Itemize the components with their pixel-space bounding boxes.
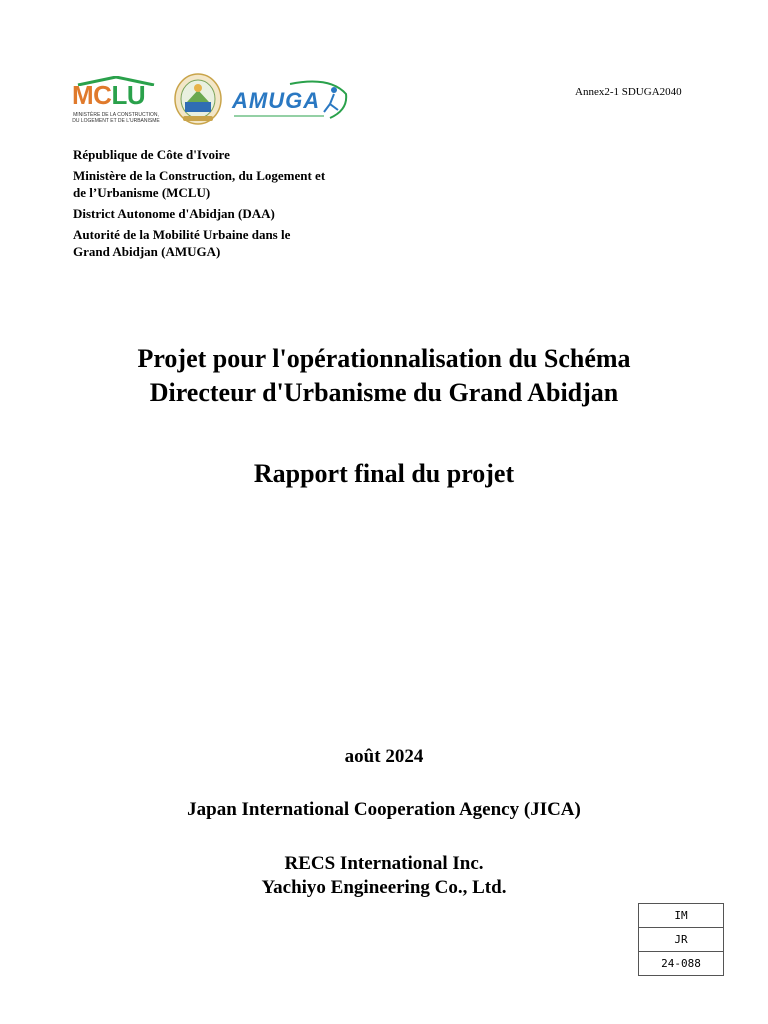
code-row-im: IM	[639, 904, 723, 928]
org-ministry	[73, 167, 368, 201]
amuga-wordmark: AMUGA	[232, 88, 321, 113]
org-authority-line1: Autorité de la Mobilité Urbaine dans le	[73, 227, 291, 242]
code-row-number: 24-088	[661, 957, 701, 970]
org-ministry-line2: de l’Urbanisme (MCLU)	[73, 185, 211, 200]
org-authority-line2: Grand Abidjan (AMUGA)	[73, 244, 221, 259]
mclu-logo	[70, 76, 162, 126]
mclu-wordmark: MCLU	[72, 80, 146, 110]
title-line-2: Directeur d'Urbanisme du Grand Abidjan	[149, 378, 619, 407]
firm-yachiyo: Yachiyo Engineering Co., Ltd.	[261, 877, 507, 898]
consultant-firms	[0, 852, 768, 900]
title-line-1: Projet pour l'opérationnalisation du Schéma	[137, 344, 631, 373]
organization-block	[73, 146, 368, 264]
report-date: août 2024	[344, 746, 424, 767]
org-district: District Autonome d'Abidjan (DAA)	[73, 206, 275, 221]
firm-recs: RECS International Inc.	[284, 853, 484, 874]
annex-reference: Annex2-1 SDUGA2040	[575, 86, 682, 98]
amuga-logo	[230, 78, 350, 124]
logo-bar	[70, 72, 360, 127]
document-title	[0, 342, 768, 410]
mclu-subtext: MINISTÈRE DE LA CONSTRUCTION, DU LOGEMENT ET DE L'URBANISME	[72, 112, 160, 124]
document-code-box	[638, 903, 724, 976]
coat-of-arms-icon	[173, 72, 223, 126]
agency-name: Japan International Cooperation Agency (JICA)	[187, 799, 581, 820]
document-subtitle: Rapport final du projet	[253, 459, 515, 488]
org-authority	[73, 226, 368, 260]
org-ministry-line1: Ministère de la Construction, du Logement et	[73, 168, 326, 183]
code-row-jr: JR	[639, 928, 723, 952]
org-republic: République de Côte d'Ivoire	[73, 147, 230, 162]
